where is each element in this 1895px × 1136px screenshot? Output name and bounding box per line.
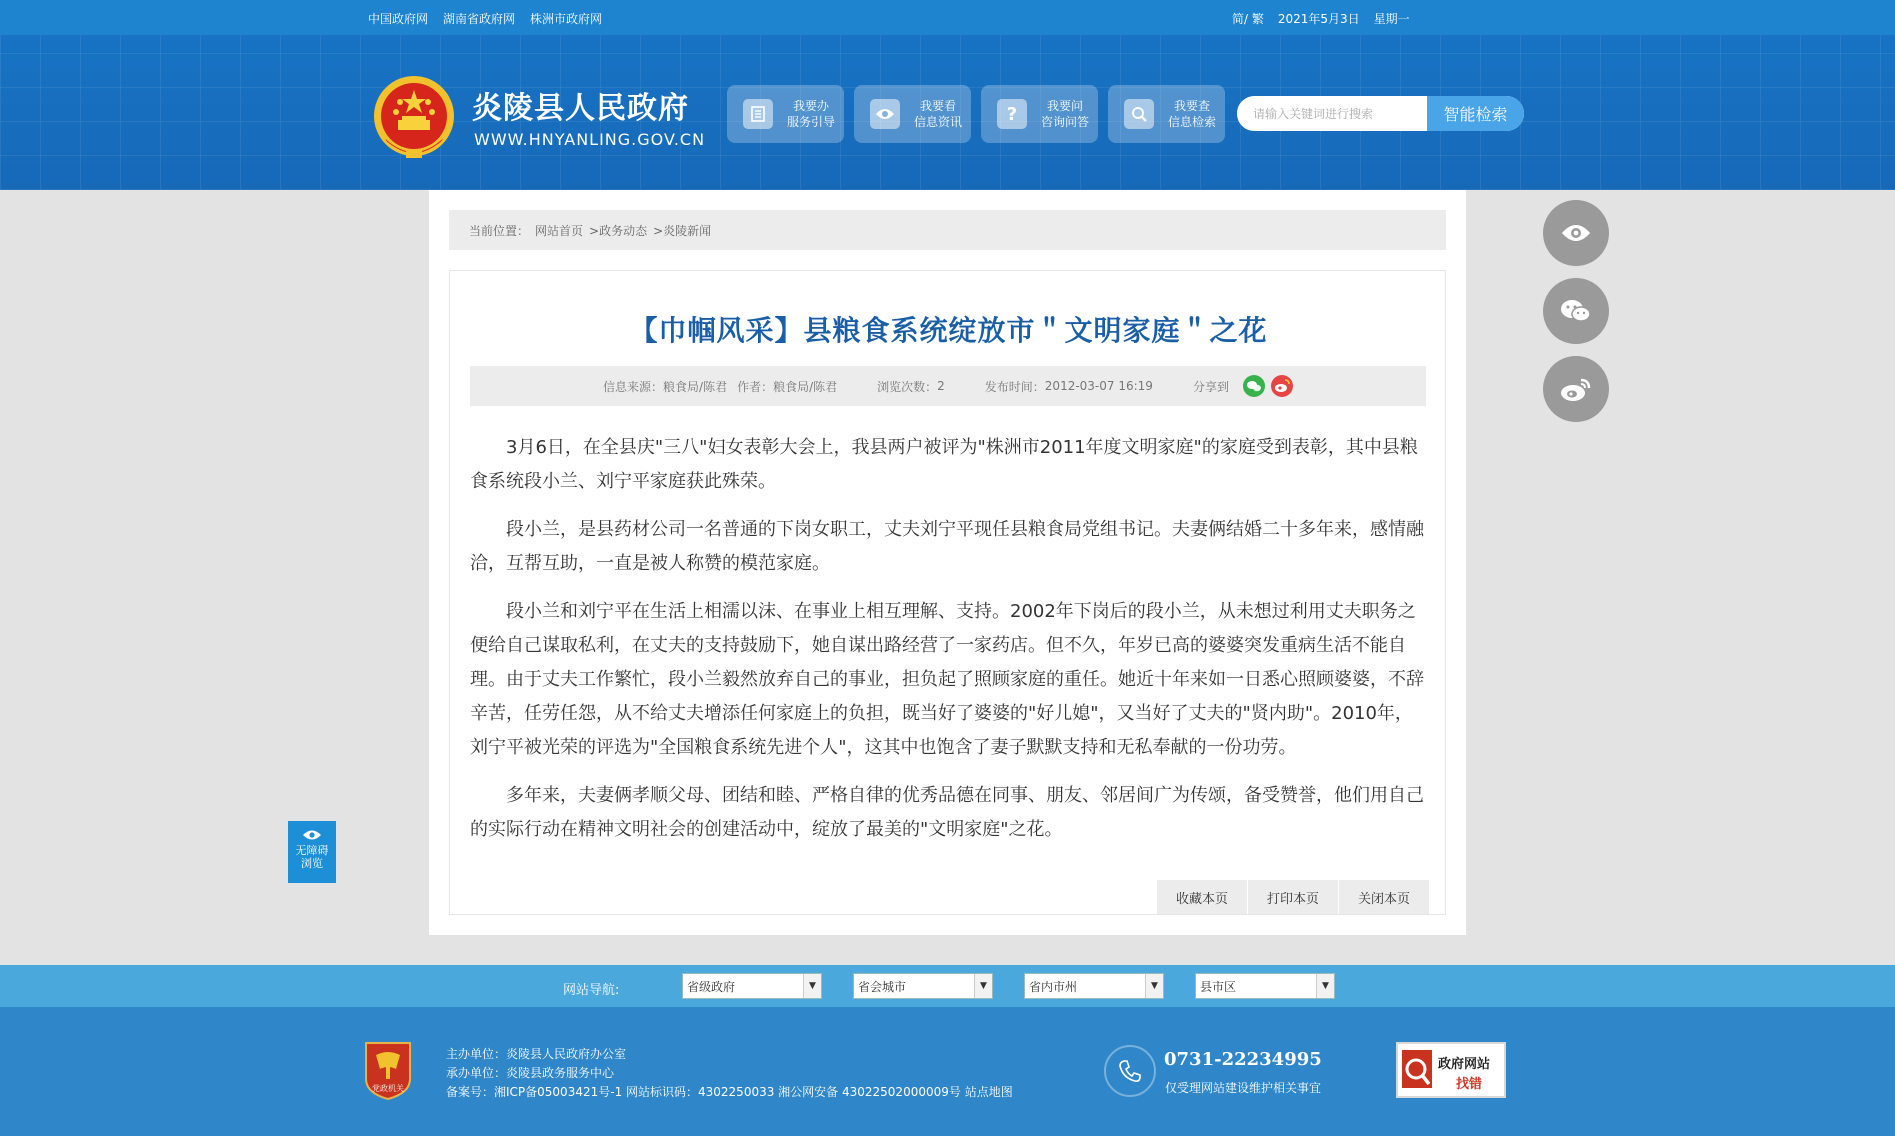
search-icon: [1124, 99, 1154, 129]
party-government-badge-icon[interactable]: [362, 1039, 414, 1101]
float-wechat-button[interactable]: [1543, 278, 1609, 344]
site-title[interactable]: 炎陵县人民政府: [472, 91, 689, 126]
nav-qa-line2: 咨询问答: [1041, 115, 1090, 129]
article: [449, 270, 1446, 915]
search-box: [1237, 96, 1524, 131]
chevron-down-icon: ▼: [803, 974, 821, 998]
breadcrumb-local-news[interactable]: >炎陵新闻: [653, 223, 712, 238]
select-province-cities[interactable]: [1024, 973, 1164, 999]
breadcrumb-prefix: 当前位置：: [469, 223, 530, 238]
print-page-button[interactable]: 打印本页: [1248, 880, 1338, 914]
meta-source: 信息来源：粮食局/陈君: [603, 379, 728, 394]
document-icon: [743, 99, 773, 129]
meta-published: 2012-03-07 16:19: [1044, 379, 1153, 393]
article-paragraph: 3月6日，在全县庆"三八"妇女表彰大会上，我县两户被评为"株洲市2011年度文明家庭"的家庭受到表彰，其中县粮食系统段小兰、刘宁平家庭获此殊荣。: [470, 437, 1418, 492]
chevron-down-icon: ▼: [974, 974, 992, 998]
article-paragraph: 段小兰，是县药材公司一名普通的下岗女职工，丈夫刘宁平现任县粮食局党组书记。夫妻俩结婚二十多年来，感情融洽，互帮互助，一直是被人称赞的模范家庭。: [470, 519, 1424, 574]
wechat-icon: [1559, 297, 1593, 325]
nav-qa-line1: 我要问: [1047, 99, 1084, 113]
nav-qa[interactable]: [981, 85, 1098, 143]
select-counties-value: 县市区: [1200, 979, 1237, 994]
nav-info-line1: 我要看: [920, 99, 957, 113]
accessibility-line1: 无障碍: [295, 844, 329, 857]
search-button[interactable]: 智能检索: [1427, 96, 1524, 131]
top-links: [368, 10, 602, 27]
meta-published-label: 发布时间：: [984, 379, 1045, 394]
meta-views-label: 浏览次数：: [877, 379, 938, 394]
site-nav-bar: [0, 965, 1895, 1007]
link-gov-cn[interactable]: 中国政府网: [368, 12, 429, 26]
eye-icon: [1560, 222, 1592, 244]
site-url: WWW.HNYANLING.GOV.CN: [474, 130, 706, 149]
footer: [0, 1007, 1895, 1136]
eye-icon: [870, 99, 900, 129]
article-actions: [1157, 880, 1429, 914]
article-title: 【巾帼风采】县粮食系统绽放市＂文明家庭＂之花: [629, 314, 1268, 347]
zhaocuo-line1: 政府网站: [1438, 1057, 1491, 1072]
phone-icon: [1104, 1045, 1156, 1097]
footer-phone-note: 仅受理网站建设维护相关事宜: [1165, 1081, 1322, 1095]
main-panel: [429, 190, 1466, 935]
nav-service-guide-line2: 服务引导: [787, 115, 836, 129]
accessibility-button[interactable]: [288, 821, 336, 883]
meta-share-label: 分享到: [1192, 379, 1229, 394]
footer-record: 备案号：湘ICP备05003421号-1 网站标识码：4302250033 湘公网安备 43022502000009号 站点地图: [446, 1085, 1013, 1099]
top-bar: [0, 0, 1895, 35]
meta-author: 作者：粮食局/陈君: [737, 379, 838, 394]
article-content: [470, 431, 1426, 861]
question-icon: ?: [997, 99, 1027, 129]
current-date: 2021年5月3日: [1277, 12, 1360, 26]
zhaocuo-line2: 找错: [1456, 1077, 1483, 1092]
site-nav-label: 网站导航:: [563, 983, 620, 998]
nav-search[interactable]: [1108, 85, 1225, 143]
top-right: [1232, 10, 1410, 27]
nav-info-line2: 信息资讯: [914, 115, 963, 129]
nav-service-guide-line1: 我要办: [793, 99, 830, 113]
footer-info: [446, 1045, 1013, 1102]
eye-icon: [302, 829, 322, 841]
accessibility-line2: 浏览: [301, 857, 323, 870]
footer-host: 主办单位：炎陵县人民政府办公室: [446, 1047, 627, 1061]
select-counties[interactable]: [1195, 973, 1335, 999]
share-weibo-icon[interactable]: [1271, 375, 1293, 397]
weibo-icon: [1559, 375, 1593, 403]
breadcrumb-news[interactable]: >政务动态: [589, 223, 648, 238]
gov-site-error-report-button[interactable]: [1396, 1042, 1506, 1098]
breadcrumb-home[interactable]: 网站首页: [535, 223, 584, 238]
float-eye-button[interactable]: [1543, 200, 1609, 266]
article-meta: [470, 366, 1426, 406]
search-input[interactable]: [1237, 96, 1427, 131]
nav-search-line1: 我要查: [1174, 99, 1211, 113]
select-provincial-gov[interactable]: [682, 973, 822, 999]
national-emblem-icon: [366, 70, 462, 170]
nav-search-line2: 信息检索: [1168, 115, 1217, 129]
breadcrumb: [449, 210, 1446, 250]
article-paragraph: 段小兰和刘宁平在生活上相濡以沫、在事业上相互理解、支持。2002年下岗后的段小兰，从未想过利用丈夫职务之便给自己谋取私利，在丈夫的支持鼓励下，她自谋出路经营了一家药店。但不久，年岁已高的婆婆突发重病生活不能自理。由于丈夫工作繁忙，段小兰毅然放弃自己的事业，担负起了照顾家庭的重任。她近十年来如一日悉心照顾婆婆，不辞辛苦，任劳任怨，从不给丈夫增添任何家庭上的负担，既当好了婆婆的"好儿媳"，又当好了丈夫的"贤内助"。2010年，刘宁平被光荣的评选为"全国粮食系统先进个人"，这其中也饱含了妻子默默支持和无私奉献的一份功劳。: [470, 601, 1424, 758]
chevron-down-icon: ▼: [1316, 974, 1334, 998]
bookmark-page-button[interactable]: 收藏本页: [1157, 880, 1247, 914]
float-weibo-button[interactable]: [1543, 356, 1609, 422]
select-capital-cities-value: 省会城市: [858, 979, 907, 994]
link-hunan-gov[interactable]: 湖南省政府网: [443, 12, 516, 26]
meta-views: 2: [937, 379, 945, 393]
lang-toggle[interactable]: 简/ 繁: [1232, 12, 1264, 26]
header: [0, 35, 1895, 190]
close-page-button[interactable]: 关闭本页: [1339, 880, 1429, 914]
select-province-cities-value: 省内市州: [1029, 979, 1078, 994]
share-wechat-icon[interactable]: [1243, 375, 1265, 397]
nav-info[interactable]: [854, 85, 971, 143]
article-paragraph: 多年来，夫妻俩孝顺父母、团结和睦、严格自律的优秀品德在同事、朋友、邻居间广为传颂，备受赞誉，他们用自己的实际行动在精神文明社会的创建活动中，绽放了最美的"文明家庭"之花。: [470, 785, 1424, 840]
select-capital-cities[interactable]: [853, 973, 993, 999]
chevron-down-icon: ▼: [1145, 974, 1163, 998]
link-zhuzhou-gov[interactable]: 株洲市政府网: [530, 12, 603, 26]
footer-organizer: 承办单位：炎陵县政务服务中心: [446, 1066, 615, 1080]
current-weekday: 星期一: [1373, 12, 1410, 26]
party-government-badge-text: 党政机关: [372, 1084, 404, 1093]
nav-service-guide[interactable]: [727, 85, 844, 143]
footer-phone: 0731-22234995: [1164, 1049, 1322, 1070]
select-provincial-gov-value: 省级政府: [687, 979, 736, 994]
